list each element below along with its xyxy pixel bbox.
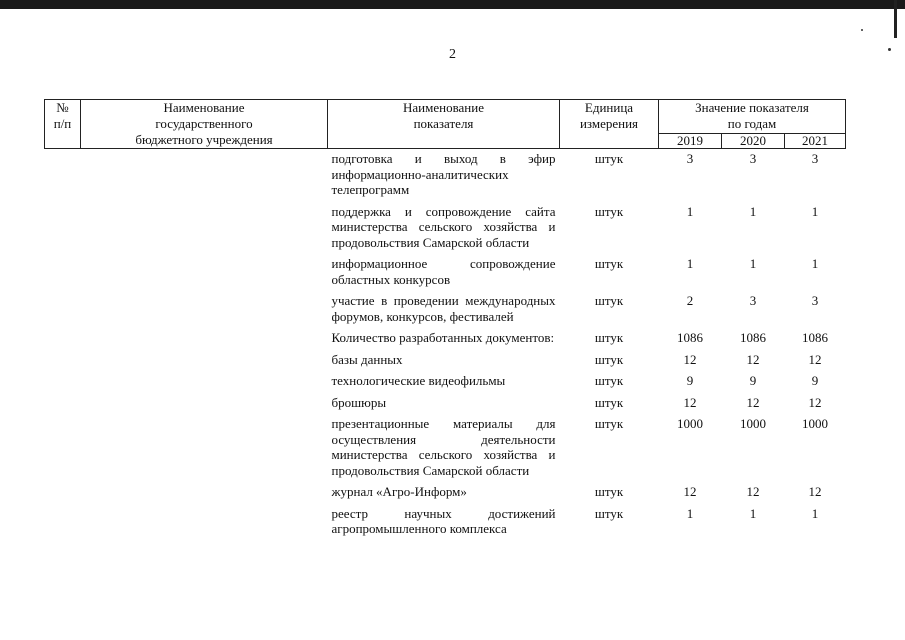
header-unit: Единица измерения — [560, 100, 659, 149]
row-value: 1 — [686, 256, 694, 271]
row-num-cell — [45, 482, 81, 504]
row-indicator: технологические видеофильмы — [331, 373, 506, 388]
row-indicator: базы данных — [331, 351, 403, 367]
scan-right-edge — [894, 0, 897, 38]
header-year: 2021 — [785, 133, 846, 148]
row-value: 3 — [811, 293, 819, 308]
table-row — [45, 414, 846, 482]
header-year: 2019 — [659, 133, 722, 148]
row-value: 3 — [749, 151, 757, 166]
table-row — [45, 482, 846, 504]
table-row — [45, 328, 846, 350]
row-num-cell — [45, 149, 81, 202]
row-value: 12 — [683, 394, 697, 410]
row-institution-cell — [81, 350, 328, 372]
header-num: № п/п — [45, 100, 81, 149]
row-indicator: поддержка и сопровождение сайта министерства сельского хозяйства и продовольствия Самарской области — [331, 203, 556, 250]
row-value: 12 — [746, 394, 760, 410]
row-value: 1000 — [740, 416, 766, 431]
row-value: 12 — [746, 351, 760, 367]
row-institution-cell — [81, 504, 328, 541]
table-row — [45, 371, 846, 393]
row-unit: штук — [594, 484, 624, 499]
row-unit: штук — [594, 293, 624, 308]
row-indicator: участие в проведении международных форумов, конкурсов, фестивалей — [331, 293, 556, 324]
row-indicator: журнал «Агро-Информ» — [331, 484, 467, 499]
row-value: 9 — [811, 373, 819, 388]
row-value: 1000 — [802, 416, 828, 431]
row-indicator: презентационные материалы для осуществления деятельности министерства сельского хозяйства и продовольствия Самарской области — [331, 416, 556, 478]
row-value: 2 — [686, 293, 694, 308]
row-unit: штук — [594, 330, 624, 345]
row-value: 3 — [749, 293, 757, 308]
row-num-cell — [45, 254, 81, 291]
row-unit: штук — [594, 394, 624, 410]
header-values-group: Значение показателя по годам — [659, 100, 846, 134]
row-value: 12 — [808, 394, 822, 410]
row-value: 12 — [746, 484, 760, 499]
table-row — [45, 393, 846, 415]
row-value: 9 — [749, 373, 757, 388]
row-value: 3 — [811, 151, 819, 166]
row-value: 12 — [808, 484, 822, 499]
row-num-cell — [45, 350, 81, 372]
row-value: 12 — [683, 484, 697, 499]
row-unit: штук — [594, 373, 624, 388]
row-value: 1 — [811, 256, 819, 271]
row-institution-cell — [81, 393, 328, 415]
table-row — [45, 254, 846, 291]
row-institution-cell — [81, 482, 328, 504]
table-row — [45, 291, 846, 328]
header-institution: Наименование государственного бюджетного учреждения — [81, 100, 328, 149]
row-institution-cell — [81, 291, 328, 328]
table-row — [45, 350, 846, 372]
row-indicator: Количество разработанных документов: — [331, 330, 555, 345]
row-value: 1 — [811, 203, 819, 219]
row-value: 1 — [811, 505, 819, 521]
row-unit: штук — [594, 203, 624, 219]
row-value: 9 — [686, 373, 694, 388]
row-institution-cell — [81, 254, 328, 291]
row-indicator: реестр научных достижений агропромышленного комплекса — [331, 505, 556, 536]
row-institution-cell — [81, 202, 328, 255]
row-num-cell — [45, 414, 81, 482]
table-row — [45, 202, 846, 255]
row-value: 12 — [683, 351, 697, 367]
row-indicator: брошюры — [331, 394, 387, 410]
indicators-table — [44, 99, 846, 541]
row-unit: штук — [594, 351, 624, 367]
table-row — [45, 504, 846, 541]
row-indicator: информационное сопровождение областных конкурсов — [331, 256, 556, 287]
row-unit: штук — [594, 416, 624, 431]
row-value: 1086 — [677, 330, 703, 345]
row-value: 12 — [808, 351, 822, 367]
row-value: 1 — [686, 505, 694, 521]
row-num-cell — [45, 291, 81, 328]
row-unit: штук — [594, 256, 624, 271]
row-num-cell — [45, 504, 81, 541]
page-number: 2 — [449, 47, 456, 62]
row-value: 1000 — [677, 416, 703, 431]
row-value: 1086 — [740, 330, 766, 345]
row-institution-cell — [81, 414, 328, 482]
row-value: 3 — [686, 151, 694, 166]
row-institution-cell — [81, 328, 328, 350]
row-institution-cell — [81, 371, 328, 393]
row-indicator: подготовка и выход в эфир информационно-аналитических телепрограмм — [331, 151, 556, 197]
row-unit: штук — [594, 505, 624, 521]
row-value: 1 — [749, 203, 757, 219]
header-indicator: Наименование показателя — [328, 100, 560, 149]
row-num-cell — [45, 202, 81, 255]
row-num-cell — [45, 393, 81, 415]
scan-speck — [861, 29, 863, 31]
table-row — [45, 149, 846, 202]
row-value: 1 — [749, 505, 757, 521]
row-num-cell — [45, 371, 81, 393]
row-unit: штук — [594, 151, 624, 166]
row-institution-cell — [81, 149, 328, 202]
header-year: 2020 — [722, 133, 785, 148]
row-num-cell — [45, 328, 81, 350]
row-value: 1086 — [802, 330, 828, 345]
row-value: 1 — [749, 256, 757, 271]
row-value: 1 — [686, 203, 694, 219]
scan-top-border — [0, 0, 905, 9]
